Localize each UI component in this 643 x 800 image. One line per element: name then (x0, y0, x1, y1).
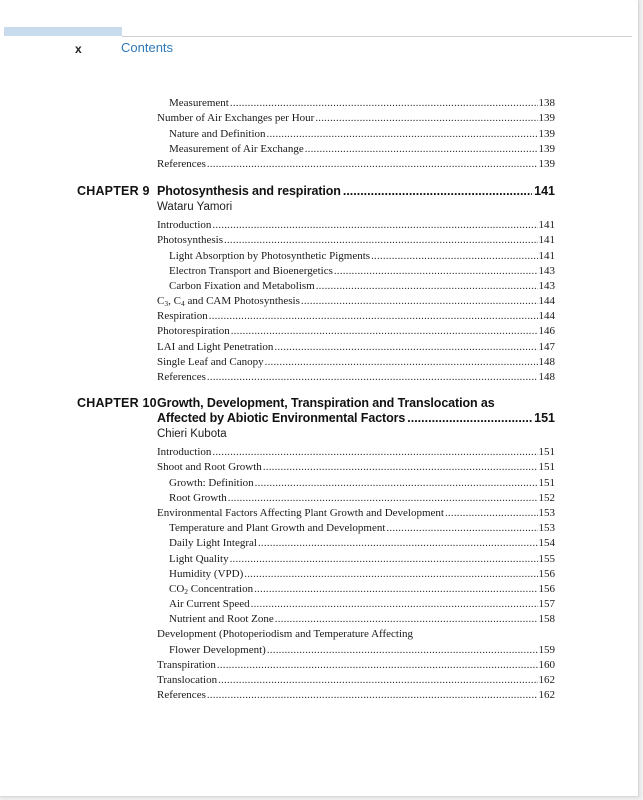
toc-entry-title: Number of Air Exchanges per Hour (157, 112, 315, 125)
toc-entry-page: 162 (538, 689, 555, 702)
toc-entry-page: 156 (538, 567, 555, 580)
chapter-title: Photosynthesis and respiration (157, 183, 341, 198)
toc-entry (169, 550, 555, 565)
toc-entry (157, 626, 555, 641)
toc-entry (169, 641, 555, 656)
toc-entry (157, 369, 555, 384)
toc-entry-page: 141 (538, 234, 555, 247)
toc-entry-page: 159 (538, 643, 555, 656)
toc-entry-title: C3, C4 and CAM Photosynthesis (157, 295, 300, 309)
toc-entry-title: Flower Development) (169, 643, 266, 656)
toc-entry (157, 505, 555, 520)
toc-entry (157, 308, 555, 323)
page-number: x (75, 42, 82, 56)
toc-entry-page: 152 (538, 491, 555, 504)
toc-entry (169, 474, 555, 489)
toc-entry-page: 153 (538, 506, 555, 519)
toc-entry-title: Introduction (157, 446, 212, 459)
toc-entry (157, 459, 555, 474)
toc-entry-title: Single Leaf and Canopy (157, 355, 264, 368)
toc-entry (157, 672, 555, 687)
toc-entry (169, 263, 555, 278)
chapter-9-heading (0, 184, 638, 201)
toc-entry-title: CO2 Concentration (169, 582, 254, 596)
toc-entry (157, 444, 555, 459)
header-rule (122, 36, 632, 37)
header-accent-band (4, 27, 122, 36)
toc-entry-title: Light Absorption by Photosynthetic Pigments (169, 249, 371, 262)
toc-entry (157, 323, 555, 338)
chapter-page: 141 (534, 183, 555, 198)
toc-entry-title: Shoot and Root Growth (157, 461, 262, 474)
toc-entry-title: Photorespiration (157, 325, 230, 338)
toc-entry-title: Growth: Definition (169, 476, 254, 489)
toc-entry-title: References (157, 157, 206, 170)
chapter-author: Chieri Kubota (157, 428, 227, 440)
chapter-title-line-1: Growth, Development, Transpiration and Translocation as (157, 396, 495, 410)
toc-entry-title: Measurement (169, 97, 229, 110)
toc-entry-page: 144 (538, 295, 555, 308)
toc-entry-title: Light Quality (169, 552, 229, 565)
toc-entry-page: 156 (538, 582, 555, 595)
toc-entry-page: 157 (538, 598, 555, 611)
toc-entry-title: Electron Transport and Bioenergetics (169, 264, 333, 277)
toc-entry-page: 158 (538, 613, 555, 626)
toc-entry-page: 162 (538, 674, 555, 686)
toc-entry-page: 139 (538, 157, 555, 170)
toc-entry-page: 151 (538, 446, 555, 459)
toc-entry-title: Measurement of Air Exchange (169, 142, 304, 155)
toc-entry-title: Temperature and Plant Growth and Development (169, 522, 386, 535)
toc-entry-page: 148 (538, 355, 555, 368)
toc-entry-title: Nature and Definition (169, 127, 266, 140)
toc-entry-page: 147 (538, 340, 555, 353)
toc-entry-page: 138 (538, 97, 555, 110)
toc-entry-page: 141 (538, 219, 555, 232)
toc-entry-title: Respiration (157, 310, 208, 323)
toc-entry-page: 160 (538, 658, 555, 671)
toc-entry (157, 657, 555, 672)
table-of-contents (0, 95, 638, 702)
toc-entry-title: Daily Light Integral (169, 537, 257, 550)
toc-entry (169, 596, 555, 611)
toc-entry-title: Humidity (VPD) (169, 567, 244, 580)
toc-entry (157, 687, 555, 702)
toc-entry (157, 232, 555, 247)
running-head: Contents (121, 40, 174, 55)
toc-entry (169, 490, 555, 505)
toc-entry-page: 139 (538, 127, 555, 140)
toc-entry-title: Carbon Fixation and Metabolism (169, 279, 315, 292)
toc-entry-title: Air Current Speed (169, 598, 250, 611)
chapter-label: CHAPTER 9 (77, 183, 150, 198)
toc-entry-title: Nutrient and Root Zone (169, 613, 274, 626)
toc-entry-page: 141 (538, 249, 555, 262)
chapter-title-line-2: Affected by Abiotic Environmental Factors (157, 411, 406, 425)
toc-entry-page: 148 (538, 371, 555, 383)
toc-entry-page: 144 (538, 310, 555, 323)
toc-entry-page: 153 (538, 522, 555, 535)
toc-entry-title: Development (Photoperiodism and Temperature Affecting (157, 628, 414, 641)
toc-entry-title: References (157, 371, 206, 383)
chapter-label: CHAPTER 10 (77, 396, 157, 410)
toc-entry (169, 278, 555, 293)
toc-entry (157, 293, 555, 308)
toc-entry (169, 535, 555, 550)
toc-entry (157, 338, 555, 353)
toc-entry (169, 95, 555, 110)
toc-entry (157, 217, 555, 232)
toc-entry-title: References (157, 689, 206, 702)
toc-entry-title: LAI and Light Penetration (157, 340, 274, 353)
toc-entry (169, 125, 555, 140)
toc-entry (157, 354, 555, 369)
chapter-page: 151 (534, 411, 555, 425)
toc-entry-page: 143 (538, 279, 555, 292)
toc-entry (169, 247, 555, 262)
toc-entry (169, 520, 555, 535)
toc-entry-page: 155 (538, 552, 555, 565)
toc-entry (157, 110, 555, 125)
toc-entry-title: Root Growth (169, 491, 227, 504)
chapter-10-heading (0, 396, 638, 428)
toc-entry-page: 151 (538, 461, 555, 474)
toc-entry (169, 566, 555, 581)
toc-entry-title: Introduction (157, 219, 212, 232)
toc-entry-title: Transpiration (157, 658, 216, 671)
toc-entry-page: 154 (538, 537, 555, 550)
toc-entry (169, 611, 555, 626)
toc-entry-page: 146 (538, 325, 555, 338)
toc-entry-title: Translocation (157, 674, 218, 686)
toc-entry-title: Environmental Factors Affecting Plant Growth and Development (157, 506, 444, 519)
toc-entry-page: 143 (538, 264, 555, 277)
toc-entry-page: 139 (538, 142, 555, 155)
toc-entry (169, 581, 555, 596)
toc-entry-page: 139 (538, 112, 555, 125)
toc-entry (169, 141, 555, 156)
toc-entry-page: 151 (538, 476, 555, 489)
toc-entry-title: Photosynthesis (157, 234, 224, 247)
toc-entry (157, 156, 555, 171)
chapter-author: Wataru Yamori (157, 200, 233, 213)
